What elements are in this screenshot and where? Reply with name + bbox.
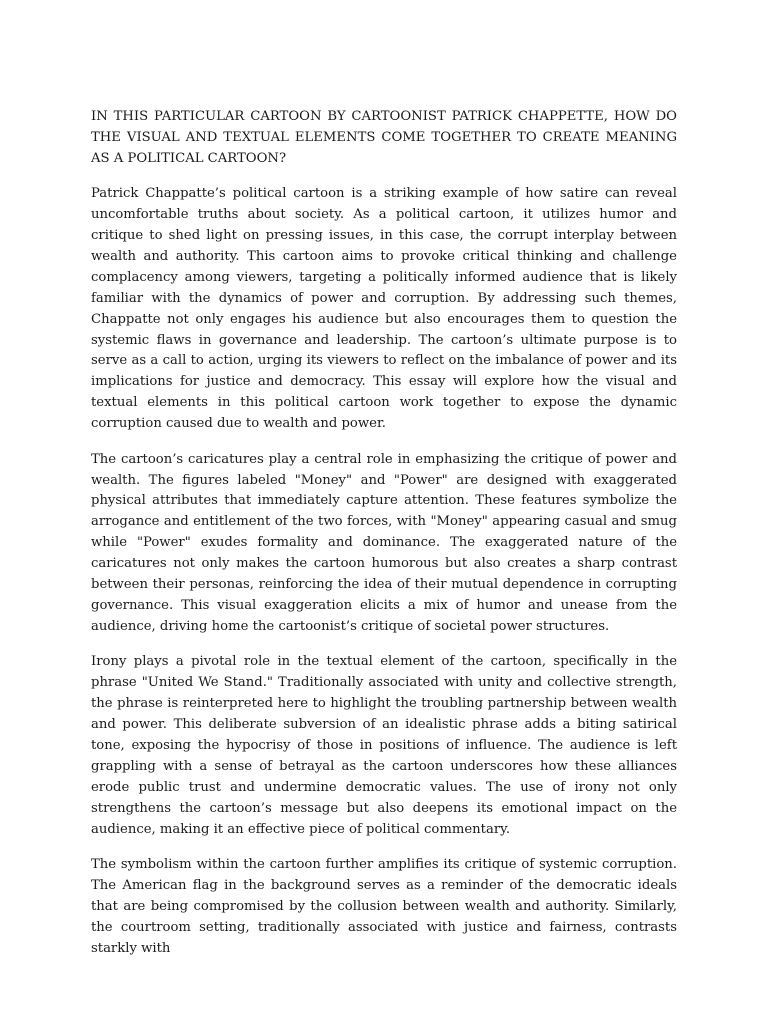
paragraph-irony: Irony plays a pivotal role in the textual element of the cartoon, specifically in the phrase "United We Stand." Traditionally associated with unity and collective strength, the phrase is reinterpreted here to highlight the troubling partnership between wealth and power. This deliberate subversion of an idealistic phrase adds a biting satirical tone, exposing the hypocrisy of those in positions of influence. The audience is left grappling with a sense of betrayal as the cartoon underscores how these alliances erode public trust and undermine democratic values. The use of irony not only strengthens the cartoon’s message but also deepens its emotional impact on the audience, making it an effective piece of political commentary. (91, 654, 677, 837)
paragraph-introduction: Patrick Chappatte’s political cartoon is a striking example of how satire can reveal uncomfortable truths about society. As a political cartoon, it utilizes humor and critique to shed light on pressing issues, in this case, the corrupt interplay between wealth and authority. This cartoon aims to provoke critical thinking and challenge complacency among viewers, targeting a politically informed audience that is likely familiar with the dynamics of power and corruption. By addressing such themes, Chappatte not only engages his audience but also encourages them to question the systemic flaws in governance and leadership. The cartoon’s ultimate purpose is to serve as a call to action, urging its viewers to reflect on the imbalance of power and its implications for justice and democracy. This essay will explore how the visual and textual elements in this political cartoon work together to expose the dynamic corruption caused due to wealth and power. (91, 186, 677, 432)
paragraph-symbolism: The symbolism within the cartoon further amplifies its critique of systemic corruption. The American flag in the background serves as a reminder of the democratic ideals that are being compromised by the collusion between wealth and authority. Similarly, the courtroom setting, traditionally associated with justice and fairness, contrasts starkly with (91, 856, 677, 956)
essay-prompt-heading: IN THIS PARTICULAR CARTOON BY CARTOONIST PATRICK CHAPPETTE, HOW DO THE VISUAL AND TEXTUAL ELEMENTS COME TOGETHER TO CREATE MEANING AS A POLITICAL CARTOON? (91, 109, 677, 166)
paragraph-caricatures: The cartoon’s caricatures play a central role in emphasizing the critique of power and wealth. The figures labeled "Money" and "Power" are designed with exaggerated physical attributes that immediately capture attention. These features symbolize the arrogance and entitlement of the two forces, with "Money" appearing casual and smug while "Power" exudes formality and dominance. The exaggerated nature of the caricatures not only makes the cartoon humorous but also creates a sharp contrast between their personas, reinforcing the idea of their mutual dependence in corrupting governance. This visual exaggeration elicits a mix of humor and unease from the audience, driving home the cartoonist’s critique of societal power structures. (91, 451, 677, 634)
document-body (91, 107, 677, 974)
